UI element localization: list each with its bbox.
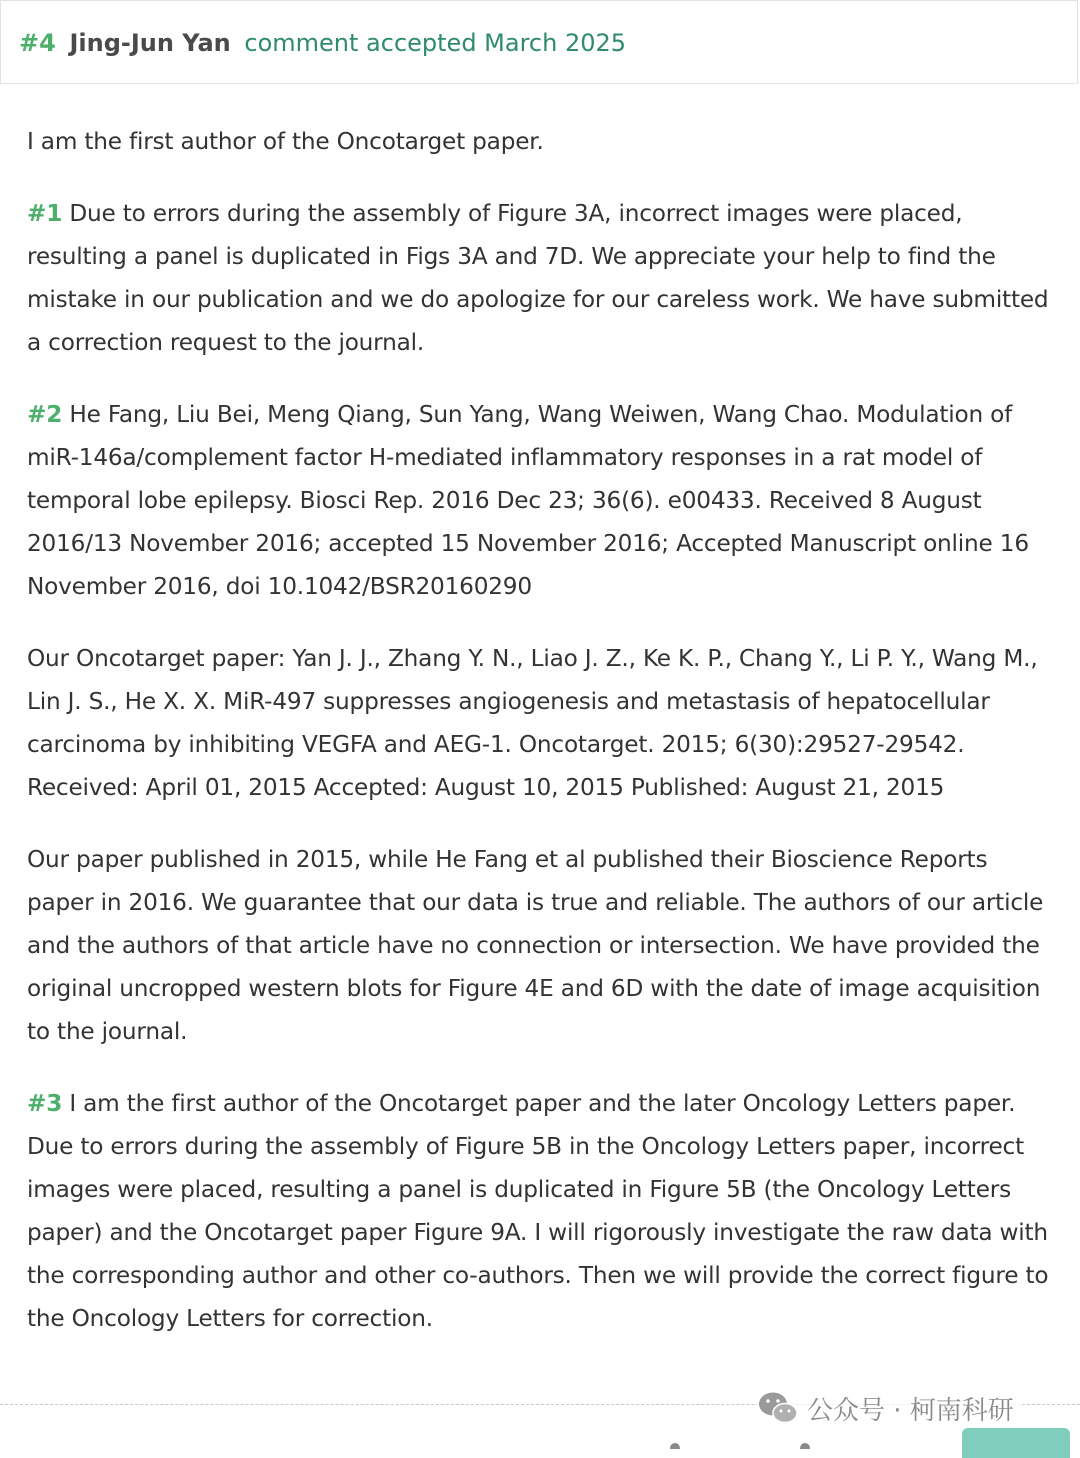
comment-body xyxy=(27,120,1055,1369)
wechat-icon xyxy=(757,1390,799,1426)
item-1-paragraph xyxy=(27,192,1055,364)
action-button[interactable] xyxy=(962,1428,1070,1458)
comment-status: comment accepted March 2025 xyxy=(244,29,627,57)
watermark-text: 公众号 · 柯南科研 xyxy=(807,1395,1014,1426)
item-3-text: I am the first author of the Oncotarget paper and the later Oncology Letters paper. Due to errors during the assembly of Figure 5B in the Oncology Letters paper, incorrect images were placed, resulting a panel is duplicated in Figure 5B (the Oncology Letters paper) and the Oncotarget paper Figure 9A. I will rigorously investigate the raw data with the corresponding author and other co-authors. Then we will provide the correct figure to the Oncology Letters for correction. xyxy=(27,1090,1049,1332)
oncotarget-paragraph: Our Oncotarget paper: Yan J. J., Zhang Y. N., Liao J. Z., Ke K. P., Chang Y., Li P. Y., Wang M., Lin J. S., He X. X. MiR-497 suppresses angiogenesis and metastasis of hepatocellular carcinoma by inhibiting VEGFA and AEG-1. Oncotarget. 2015; 6(30):29527-29542. Received: April 01, 2015 Accepted: August 10, 2015 Published: August 21, 2015 xyxy=(27,645,1038,801)
partial-icon xyxy=(800,1443,810,1449)
comment-header xyxy=(0,0,1078,84)
item-3-paragraph xyxy=(27,1082,1055,1340)
item-2-tag: #2 xyxy=(27,401,63,428)
item-1-text: Due to errors during the assembly of Figure 3A, incorrect images were placed, resulting a panel is duplicated in Figs 3A and 7D. We appreciate your help to find the mistake in our publication and we do apologize for our careless work. We have submitted a correction request to the journal. xyxy=(27,200,1049,356)
intro-paragraph: I am the first author of the Oncotarget paper. xyxy=(27,128,544,155)
item-1-tag: #1 xyxy=(27,200,63,227)
item-3-tag: #3 xyxy=(27,1090,63,1117)
comment-author[interactable]: Jing-Jun Yan xyxy=(69,29,231,57)
comment-number: #4 xyxy=(19,29,56,57)
bottom-toolbar-hint xyxy=(670,1438,970,1449)
partial-icon xyxy=(670,1443,680,1449)
item-2-paragraph xyxy=(27,393,1055,608)
watermark xyxy=(757,1388,1022,1428)
guarantee-paragraph: Our paper published in 2015, while He Fang et al published their Bioscience Reports paper in 2016. We guarantee that our data is true and reliable. The authors of our article and the authors of that article have no connection or intersection. We have provided the original uncropped western blots for Figure 4E and 6D with the date of image acquisition to the journal. xyxy=(27,846,1044,1045)
item-2-text: He Fang, Liu Bei, Meng Qiang, Sun Yang, Wang Weiwen, Wang Chao. Modulation of miR-146a/complement factor H-mediated inflammatory responses in a rat model of temporal lobe epilepsy. Biosci Rep. 2016 Dec 23; 36(6). e00433. Received 8 August 2016/13 November 2016; accepted 15 November 2016; Accepted Manuscript online 16 November 2016, doi 10.1042/BSR20160290 xyxy=(27,401,1029,600)
